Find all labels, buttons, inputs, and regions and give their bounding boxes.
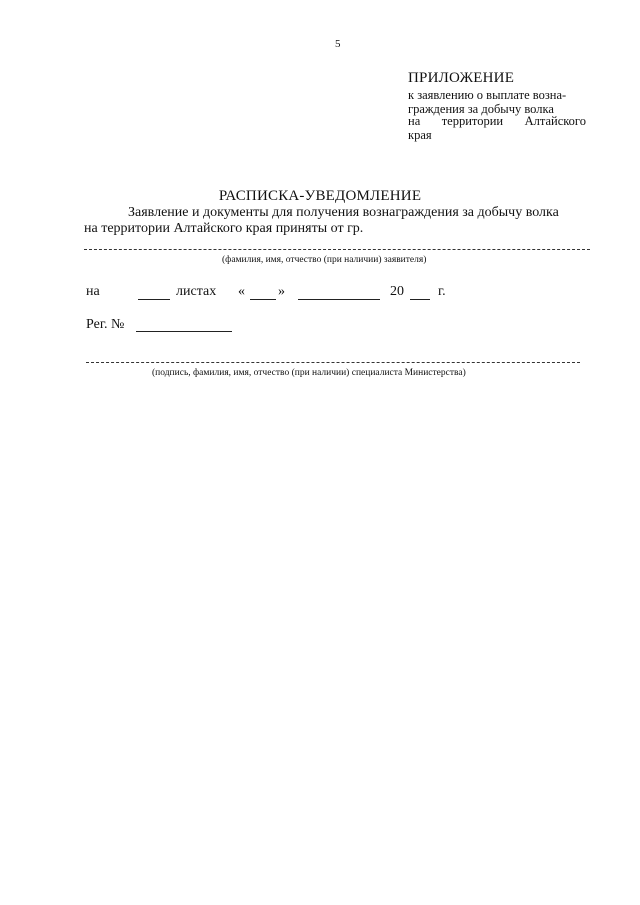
appendix-word-3: Алтайского bbox=[524, 114, 586, 128]
date-close-quote: » bbox=[278, 284, 285, 299]
page-number: 5 bbox=[335, 38, 341, 50]
appendix-word-2: территории bbox=[441, 114, 504, 128]
appendix-line-3 bbox=[408, 114, 586, 129]
appendix-word-1: на bbox=[408, 114, 421, 128]
reg-number-blank bbox=[136, 331, 232, 332]
year-prefix: 20 bbox=[390, 284, 404, 299]
year-blank bbox=[410, 299, 430, 300]
signature-line bbox=[86, 362, 580, 363]
appendix-line-2: граждения за добычу волка bbox=[408, 102, 554, 116]
sheets-label: листах bbox=[176, 284, 217, 299]
reg-number-label: Рег. № bbox=[86, 317, 125, 332]
day-blank bbox=[250, 299, 276, 300]
appendix-title: ПРИЛОЖЕНИЕ bbox=[408, 70, 515, 86]
applicant-name-line bbox=[84, 249, 590, 250]
intro-line-2: на территории Алтайского края приняты от гр. bbox=[84, 221, 364, 236]
month-blank bbox=[298, 299, 380, 300]
sheets-count-blank bbox=[138, 299, 170, 300]
date-open-quote: « bbox=[238, 284, 245, 299]
document-title: РАСПИСКА-УВЕДОМЛЕНИЕ bbox=[218, 188, 422, 204]
appendix-line-1: к заявлению о выплате возна- bbox=[408, 88, 567, 102]
sheets-prefix: на bbox=[86, 284, 100, 299]
signature-caption: (подпись, фамилия, имя, отчество (при наличии) специалиста Министерства) bbox=[152, 368, 466, 378]
appendix-line-4: края bbox=[408, 128, 432, 142]
year-suffix: г. bbox=[438, 284, 446, 299]
intro-line-1: Заявление и документы для получения вознаграждения за добычу волка bbox=[128, 205, 559, 220]
applicant-caption: (фамилия, имя, отчество (при наличии) заявителя) bbox=[222, 255, 427, 265]
